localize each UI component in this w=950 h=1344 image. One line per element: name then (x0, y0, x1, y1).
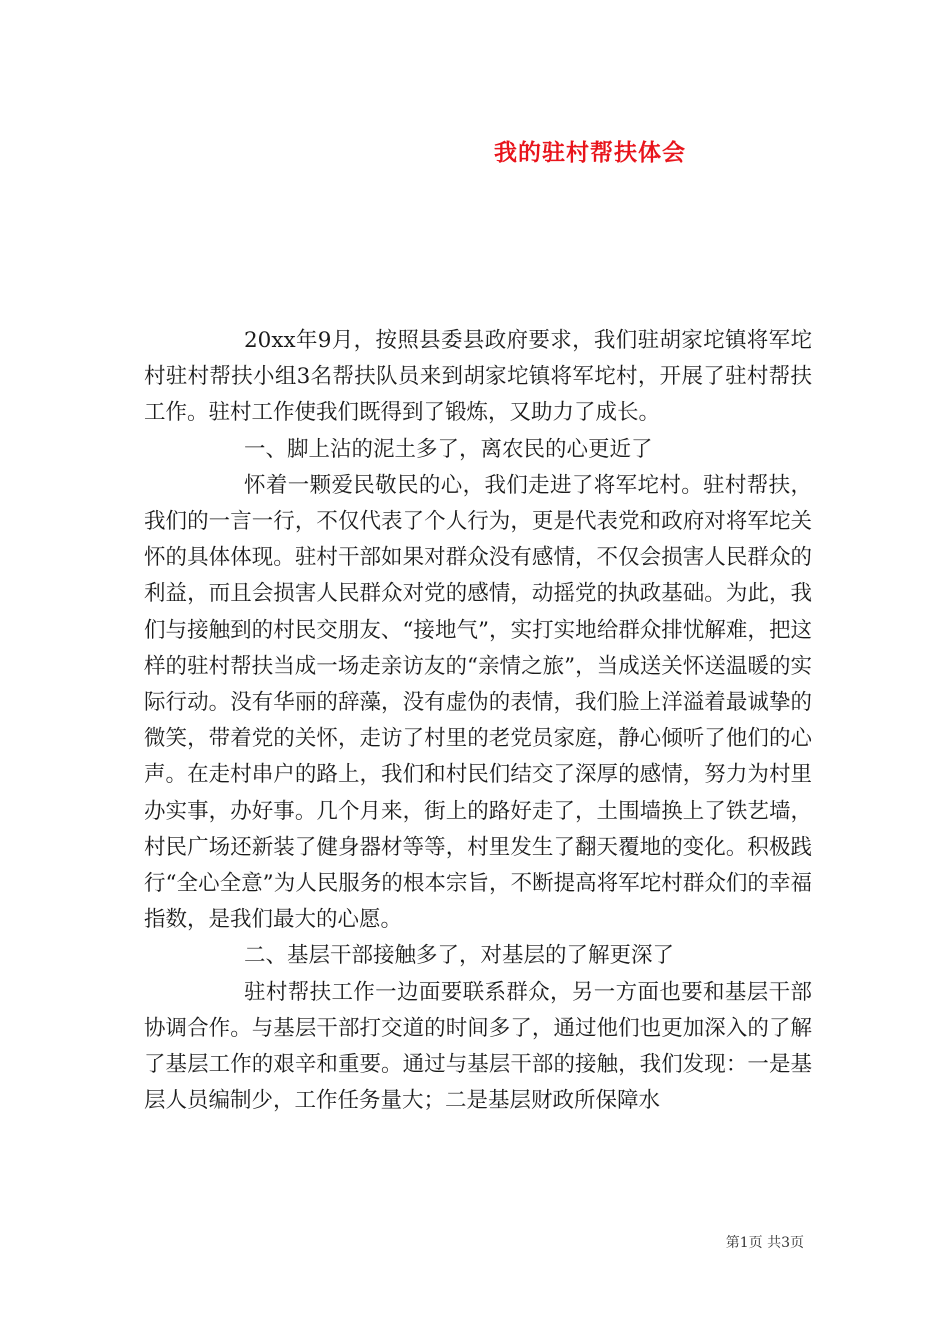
document-title: 我的驻村帮扶体会 (494, 139, 686, 166)
section-heading-1: 一、脚上沾的泥土多了，离农民的心更近了 (244, 436, 653, 462)
page-number-footer: 第1页 共3页 (725, 1235, 804, 1251)
paragraph-section-2: 驻村帮扶工作一边面要联系群众，另一方面也要和基层干部协调合作。与基层干部打交道的时间多了，通过他们也更加深入的了解了基层工作的艰辛和重要。通过与基层干部的接触，我们发现：一是基层人员编制少，工作任务量大；二是基层财政所保障水 (144, 979, 812, 1114)
paragraph-section-1: 怀着一颗爱民敬民的心，我们走进了将军坨村。驻村帮扶，我们的一言一行，不仅代表了个人行为，更是代表党和政府对将军坨关怀的具体体现。驻村干部如果对群众没有感情，不仅会损害人民群众的利益，而且会损害人民群众对党的感情，动摇党的执政基础。为此，我们与接触到的村民交朋友、“接地气”，实打实地给群众排忧解难，把这样的驻村帮扶当成一场走亲访友的“亲情之旅”，当成送关怀送温暖的实际行动。没有华丽的辞藻，没有虚伪的表情，我们脸上洋溢着最诚挚的微笑，带着党的关怀，走访了村里的老党员家庭，静心倾听了他们的心声。在走村串户的路上，我们和村民们结交了深厚的感情，努力为村里办实事，办好事。几个月来，街上的路好走了，土围墙换上了铁艺墙，村民广场还新装了健身器材等等，村里发生了翻天覆地的变化。积极践行“全心全意”为人民服务的根本宗旨，不断提高将军坨村群众们的幸福指数，是我们最大的心愿。 (144, 472, 812, 933)
paragraph-intro: 20xx年9月，按照县委县政府要求，我们驻胡家坨镇将军坨村驻村帮扶小组3名帮扶队员来到胡家坨镇将军坨村，开展了驻村帮扶工作。驻村工作使我们既得到了锻炼，又助力了成长。 (144, 328, 812, 426)
document-body (144, 323, 812, 1119)
section-heading-2: 二、基层干部接触多了，对基层的了解更深了 (244, 943, 675, 969)
